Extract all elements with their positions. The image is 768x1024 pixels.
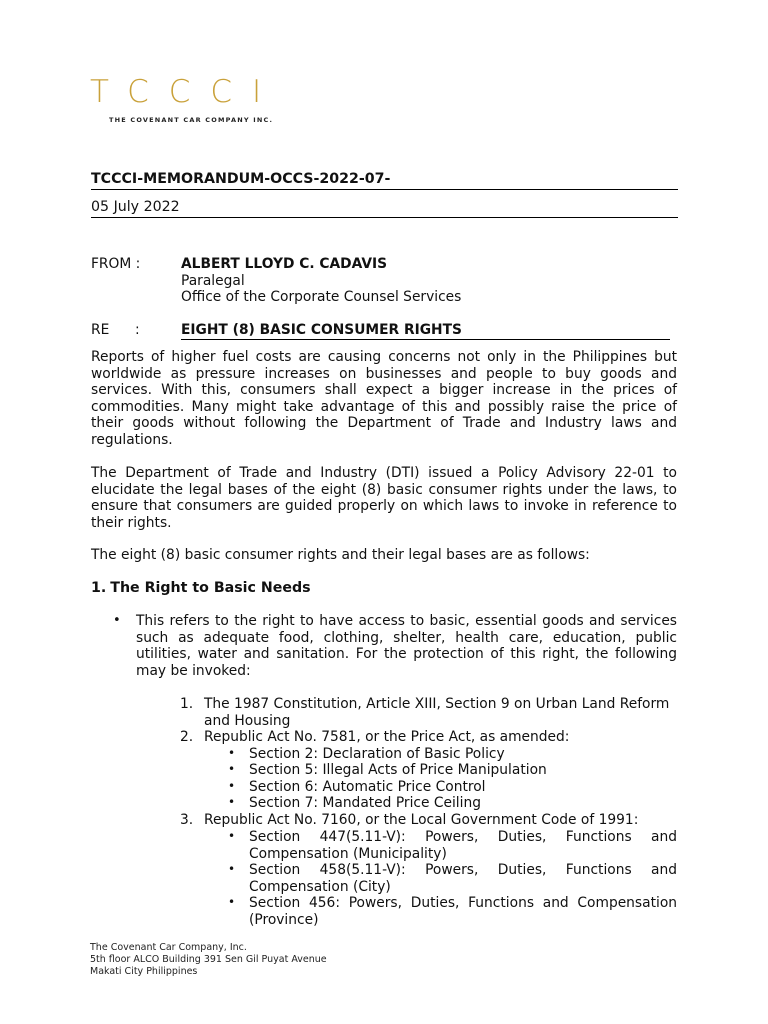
re-subject: EIGHT (8) BASIC CONSUMER RIGHTS [181, 322, 670, 340]
sub-bullet-icon: • [228, 746, 236, 760]
bullet-icon: • [113, 613, 121, 628]
sub-bullet-icon: • [228, 795, 236, 809]
from-office: Office of the Corporate Counsel Services [181, 289, 462, 305]
re-colon: : [135, 322, 140, 338]
sub-list-item: Section 458(5.11-V): Powers, Duties, Functions and Compensation (City) [249, 862, 677, 895]
memo-title: TCCCI-MEMORANDUM-OCCS-2022-07- [91, 171, 678, 190]
sub-list-item: Section 6: Automatic Price Control [249, 779, 486, 795]
list-item-number: 3. [180, 812, 194, 828]
sub-bullet-icon: • [228, 829, 236, 843]
list-item-text: Republic Act No. 7581, or the Price Act, as amended: [204, 729, 570, 745]
footer-address [90, 942, 327, 978]
from-label: FROM : [91, 256, 141, 272]
paragraph-3: The eight (8) basic consumer rights and their legal bases are as follows: [91, 547, 590, 563]
footer-company: The Covenant Car Company, Inc. [90, 942, 247, 953]
footer-city: Makati City Philippines [90, 966, 198, 977]
sub-bullet-icon: • [228, 895, 236, 909]
company-logo [90, 74, 282, 124]
from-position: Paralegal [181, 272, 245, 289]
bullet-paragraph: This refers to the right to have access to basic, essential goods and services such as adequate food, clothing, shelter, health care, education, public utilities, water and sanitation. For the protection of this right, the following may be invoked: [136, 613, 677, 679]
re-label: RE [91, 322, 110, 338]
sub-bullet-icon: • [228, 762, 236, 776]
footer-street: 5th floor ALCO Building 391 Sen Gil Puyat Avenue [90, 954, 327, 965]
sub-bullet-icon: • [228, 862, 236, 876]
logo-mark: TCCCI [90, 74, 282, 110]
list-item-text: The 1987 Constitution, Article XIII, Section 9 on Urban Land Reform and Housing [204, 696, 670, 729]
paragraph-1: Reports of higher fuel costs are causing concerns not only in the Philippines but worldwide as pressure increases on businesses and people to buy goods and services. With this, consumers shall expect a bigger increase in the prices of commodities. Many might take advantage of this and possibly raise the price of their goods without following the Department of Trade and Industry laws and regulations. [91, 349, 677, 448]
list-item-number: 2. [180, 729, 194, 745]
paragraph-2: The Department of Trade and Industry (DTI) issued a Policy Advisory 22-01 to elucidate the legal bases of the eight (8) basic consumer rights under the laws, to ensure that consumers are guided properly on which laws to invoke in reference to their rights. [91, 465, 677, 531]
list-item-number: 1. [180, 696, 194, 712]
sub-list-item: Section 456: Powers, Duties, Functions and Compensation (Province) [249, 895, 677, 928]
sub-list-item: Section 447(5.11-V): Powers, Duties, Functions and Compensation (Municipality) [249, 829, 677, 862]
from-name: ALBERT LLOYD C. CADAVIS [181, 256, 388, 272]
section-title: The Right to Basic Needs [110, 580, 311, 596]
from-block [181, 256, 461, 306]
section-number: 1. [91, 580, 107, 596]
sub-list-item: Section 5: Illegal Acts of Price Manipulation [249, 762, 547, 778]
logo-subtitle: THE COVENANT CAR COMPANY INC. [109, 116, 274, 124]
memo-date: 05 July 2022 [91, 199, 678, 218]
sub-bullet-icon: • [228, 779, 236, 793]
sub-list-item: Section 2: Declaration of Basic Policy [249, 746, 505, 762]
sub-list-item: Section 7: Mandated Price Ceiling [249, 795, 481, 811]
list-item-text: Republic Act No. 7160, or the Local Government Code of 1991: [204, 812, 639, 828]
section-heading [91, 580, 315, 596]
